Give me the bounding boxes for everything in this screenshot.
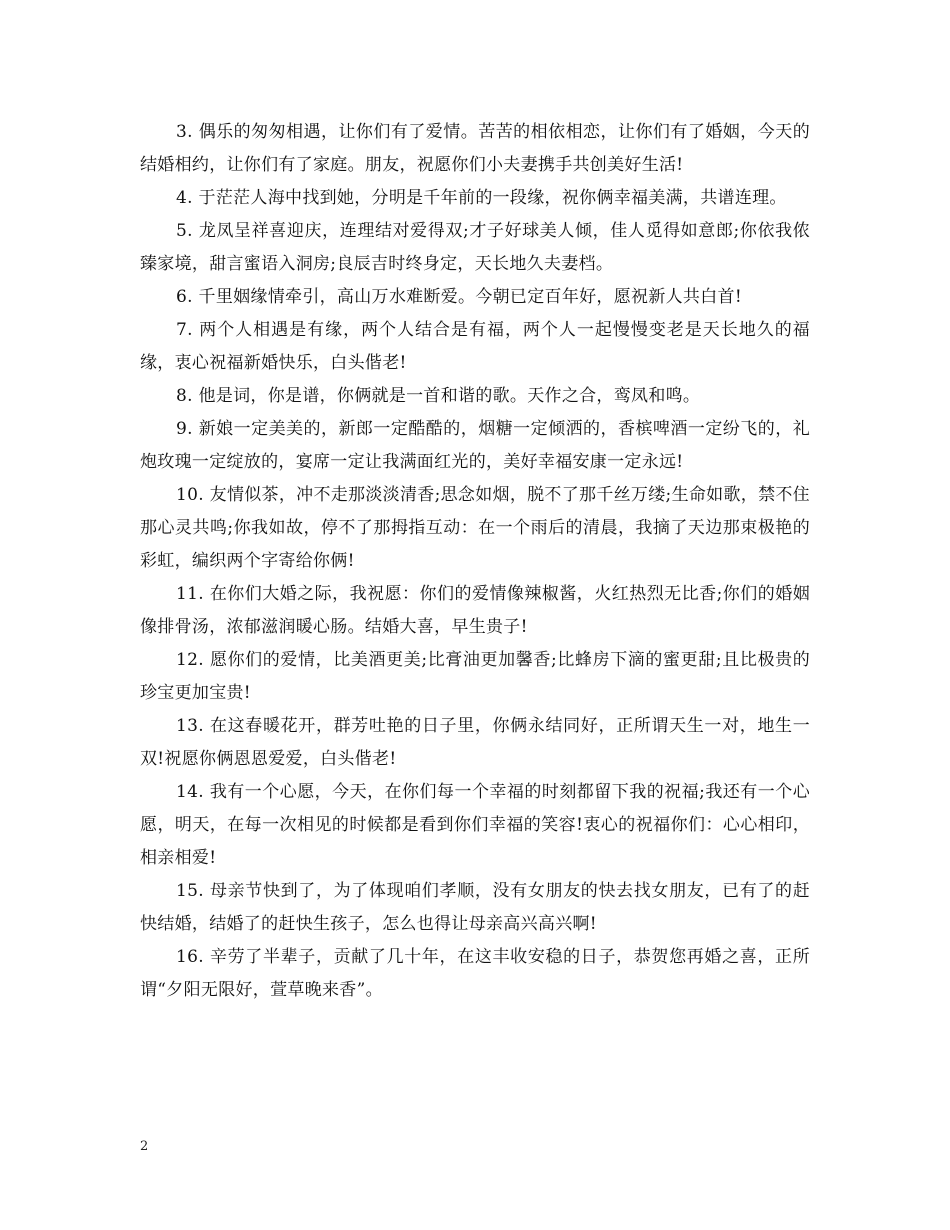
paragraph-11: 11. 在你们大婚之际，我祝愿：你们的爱情像辣椒酱，火红热烈无比香;你们的婚姻像排骨汤，浓郁滋润暖心肠。结婚大喜，早生贵子! [140, 584, 810, 637]
paragraph-8: 8. 他是词，你是谱，你俩就是一首和谐的歌。天作之合，鸾凤和鸣。 [176, 386, 701, 406]
paragraph-5: 5. 龙凤呈祥喜迎庆，连理结对爱得双;才子好球美人倾，佳人觅得如意郎;你依我侬臻家境，甜言蜜语入洞房;良辰吉时终身定，天长地久夫妻档。 [140, 221, 810, 274]
paragraph-4: 4. 于茫茫人海中找到她，分明是千年前的一段缘，祝你俩幸福美满，共谱连理。 [176, 188, 787, 208]
paragraph-12: 12. 愿你们的爱情，比美酒更美;比膏油更加馨香;比蜂房下滴的蜜更甜;且比极贵的珍宝更加宝贵! [140, 650, 810, 703]
page-number: 2 [140, 1139, 149, 1154]
document-body [140, 116, 810, 1007]
paragraph-15: 15. 母亲节快到了，为了体现咱们孝顺，没有女朋友的快去找女朋友，已有了的赶快结婚，结婚了的赶快生孩子，怎么也得让母亲高兴高兴啊! [140, 881, 810, 934]
paragraph-10: 10. 友情似茶，冲不走那淡淡清香;思念如烟，脱不了那千丝万缕;生命如歌，禁不住那心灵共鸣;你我如故，停不了那拇指互动：在一个雨后的清晨，我摘了天边那束极艳的彩虹，编织两个字寄给你俩! [140, 485, 810, 571]
paragraph-9: 9. 新娘一定美美的，新郎一定酷酷的，烟糖一定倾洒的，香槟啤酒一定纷飞的，礼炮玫瑰一定绽放的，宴席一定让我满面红光的，美好幸福安康一定永远! [140, 419, 810, 472]
paragraph-14: 14. 我有一个心愿，今天，在你们每一个幸福的时刻都留下我的祝福;我还有一个心愿，明天，在每一次相见的时候都是看到你们幸福的笑容!衷心的祝福你们：心心相印，相亲相爱! [140, 782, 810, 868]
paragraph-13: 13. 在这春暖花开，群芳吐艳的日子里，你俩永结同好，正所谓天生一对，地生一双!祝愿你俩恩恩爱爱，白头偕老! [140, 716, 810, 769]
paragraph-3: 3. 偶乐的匆匆相遇，让你们有了爱情。苦苦的相依相恋，让你们有了婚姻，今天的结婚相约，让你们有了家庭。朋友，祝愿你们小夫妻携手共创美好生活! [140, 122, 810, 175]
paragraph-6: 6. 千里姻缘情牵引，高山万水难断爱。今朝已定百年好，愿祝新人共白首! [176, 287, 742, 307]
paragraph-16: 16. 辛劳了半辈子，贡献了几十年，在这丰收安稳的日子，恭贺您再婚之喜，正所谓“夕阳无限好，萱草晚来香”。 [140, 947, 810, 1000]
paragraph-7: 7. 两个人相遇是有缘，两个人结合是有福，两个人一起慢慢变老是天长地久的福缘，衷心祝福新婚快乐，白头偕老! [140, 320, 810, 373]
